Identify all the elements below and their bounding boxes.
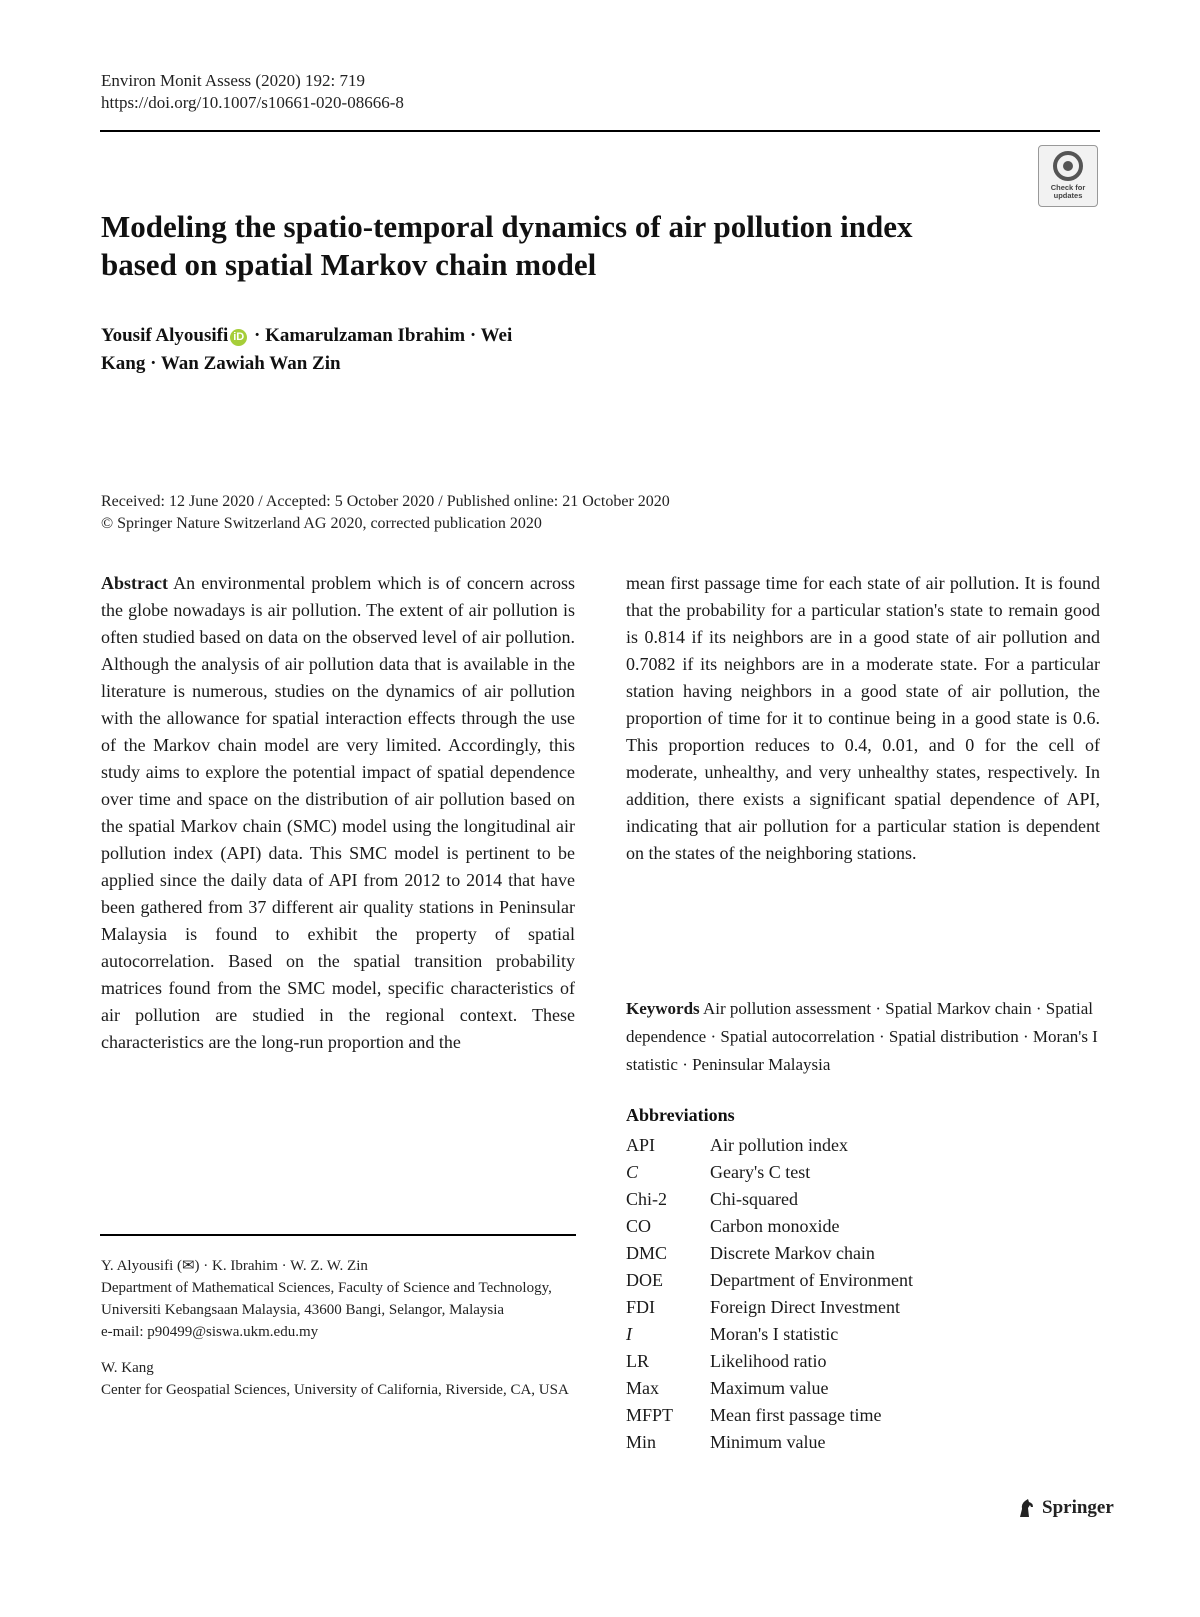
- abstract-heading: Abstract: [101, 573, 168, 593]
- footnote-rule: [100, 1234, 576, 1236]
- abbr-key: FDI: [626, 1297, 656, 1317]
- affil-group1-dept: Department of Mathematical Sciences, Faculty of Science and Technology, Universiti Kebangsaan Malaysia, 43600 Bangi, Selangor, Malaysia: [101, 1280, 552, 1318]
- publisher-logo: [1016, 1497, 1114, 1519]
- abbr-value: Department of Environment: [710, 1270, 913, 1290]
- abbr-value: Air pollution index: [710, 1135, 848, 1155]
- orcid-icon[interactable]: iD: [230, 329, 247, 346]
- crossmark-label: Check for updates: [1050, 183, 1086, 200]
- publication-dates: [101, 491, 1001, 535]
- abbr-key: Chi-2: [626, 1189, 668, 1209]
- abbr-key: CO: [626, 1216, 652, 1236]
- abstract-text-left: An environmental problem which is of concern across the globe nowadays is air pollution. The extent of air pollution is often studied based on data on the observed level of air pollution. Although the analysis of air pollution data that is available in the literature is numerous, studies on the dynamics of air pollution with the allowance for spatial interaction effects through the use of the Markov chain model are very limited. Accordingly, this study aims to explore the potential impact of spatial dependence over time and space on the distribution of air pollution based on the spatial Markov chain (SMC) model using the longitudinal air pollution index (API) data. This SMC model is pertinent to be applied since the daily data of API from 2012 to 2014 that have been gathered from 37 different air quality stations in Peninsular Malaysia is found to exhibit the property of spatial autocorrelation. Based on the spatial transition probability matrices found from the SMC model, specific characteristics of air pollution are studied in the regional context. These characteristics are the long-run proportion and the: [101, 573, 575, 1052]
- author-list: [101, 322, 621, 378]
- publisher-name: Springer: [1042, 1497, 1114, 1518]
- abbr-value: Foreign Direct Investment: [710, 1297, 900, 1317]
- abbr-value: Discrete Markov chain: [710, 1243, 875, 1263]
- affil-group2-names: W. Kang: [101, 1360, 154, 1376]
- abbr-row: [626, 1186, 1100, 1213]
- date-history: Received: 12 June 2020 / Accepted: 5 October 2020 / Published online: 21 October 2020: [101, 493, 670, 510]
- journal-citation: Environ Monit Assess (2020) 192: 719: [101, 71, 365, 90]
- abbreviations-heading: Abbreviations: [626, 1105, 735, 1125]
- keywords-text: Air pollution assessment · Spatial Markov chain · Spatial dependence · Spatial autocorrelation · Spatial distribution · Moran's I statistic · Peninsular Malaysia: [626, 999, 1098, 1074]
- abbr-value: Geary's C test: [710, 1162, 811, 1182]
- keywords-heading: Keywords: [626, 999, 700, 1018]
- abbr-value: Likelihood ratio: [710, 1351, 827, 1371]
- affil-group1-email[interactable]: e-mail: p90499@siswa.ukm.edu.my: [101, 1324, 319, 1340]
- abbr-row: [626, 1240, 1100, 1267]
- abbr-row: [626, 1348, 1100, 1375]
- abbr-value: Maximum value: [710, 1378, 829, 1398]
- journal-doi[interactable]: https://doi.org/10.1007/s10661-020-08666-8: [101, 93, 404, 112]
- abbr-key: LR: [626, 1351, 650, 1371]
- abbreviations-list: [626, 1132, 1100, 1456]
- abbr-value: Moran's I statistic: [710, 1324, 839, 1344]
- abbr-value: Carbon monoxide: [710, 1216, 840, 1236]
- abbr-row: [626, 1375, 1100, 1402]
- abstract-left-column: [101, 570, 575, 1056]
- paper-title: Modeling the spatio-temporal dynamics of air pollution index based on spatial Markov chain model: [101, 209, 913, 282]
- author-rest-line1: · Kamarulzaman Ibrahim · Wei: [249, 325, 513, 346]
- abstract-text-right: mean first passage time for each state of air pollution. It is found that the probability for a particular station's state to remain good is 0.814 if its neighbors are in a good state of air pollution and 0.7082 if its neighbors are in a moderate state. For a particular station having neighbors in a good state of air pollution, the proportion of time for it to continue being in a good state is 0.6. This proportion reduces to 0.4, 0.01, and 0 for the cell of moderate, unhealthy, and very unhealthy states, respectively. In addition, there exists a significant spatial dependence of API, indicating that air pollution for a particular station is dependent on the states of the neighboring stations.: [626, 573, 1100, 863]
- abstract-right-column: [626, 570, 1100, 867]
- abbr-key: C: [626, 1162, 639, 1182]
- abbr-row: [626, 1159, 1100, 1186]
- abbr-key: I: [626, 1324, 632, 1344]
- abbr-key: DMC: [626, 1243, 668, 1263]
- author-rest-line2: Kang · Wan Zawiah Wan Zin: [101, 353, 341, 374]
- abbr-value: Chi-squared: [710, 1189, 798, 1209]
- affiliations-footnote: [101, 1255, 577, 1401]
- copyright-line: © Springer Nature Switzerland AG 2020, corrected publication 2020: [101, 515, 542, 532]
- check-for-updates-badge[interactable]: [1038, 145, 1098, 207]
- abbr-row: [626, 1321, 1100, 1348]
- abbr-value: Mean first passage time: [710, 1405, 882, 1425]
- affil-group1-names: Y. Alyousifi (✉) · K. Ibrahim · W. Z. W. Zin: [101, 1258, 368, 1274]
- abbr-row: [626, 1267, 1100, 1294]
- affil-group2-dept: Center for Geospatial Sciences, University of California, Riverside, CA, USA: [101, 1382, 569, 1398]
- abbr-key: DOE: [626, 1270, 663, 1290]
- abbr-key: MFPT: [626, 1405, 674, 1425]
- abbr-row: [626, 1402, 1100, 1429]
- abbr-value: Minimum value: [710, 1432, 826, 1452]
- abbr-row: [626, 1213, 1100, 1240]
- header-rule: [100, 130, 1100, 132]
- crossmark-icon: [1053, 151, 1083, 181]
- springer-horse-icon: [1016, 1497, 1038, 1519]
- keywords-block: [626, 995, 1100, 1079]
- abbr-row: [626, 1429, 1100, 1456]
- abbr-row: [626, 1294, 1100, 1321]
- abbr-row: [626, 1132, 1100, 1159]
- abbr-key: API: [626, 1135, 656, 1155]
- author-first[interactable]: Yousif Alyousifi: [101, 325, 229, 346]
- abbr-key: Max: [626, 1378, 659, 1398]
- journal-header: [101, 70, 404, 114]
- abbr-key: Min: [626, 1432, 657, 1452]
